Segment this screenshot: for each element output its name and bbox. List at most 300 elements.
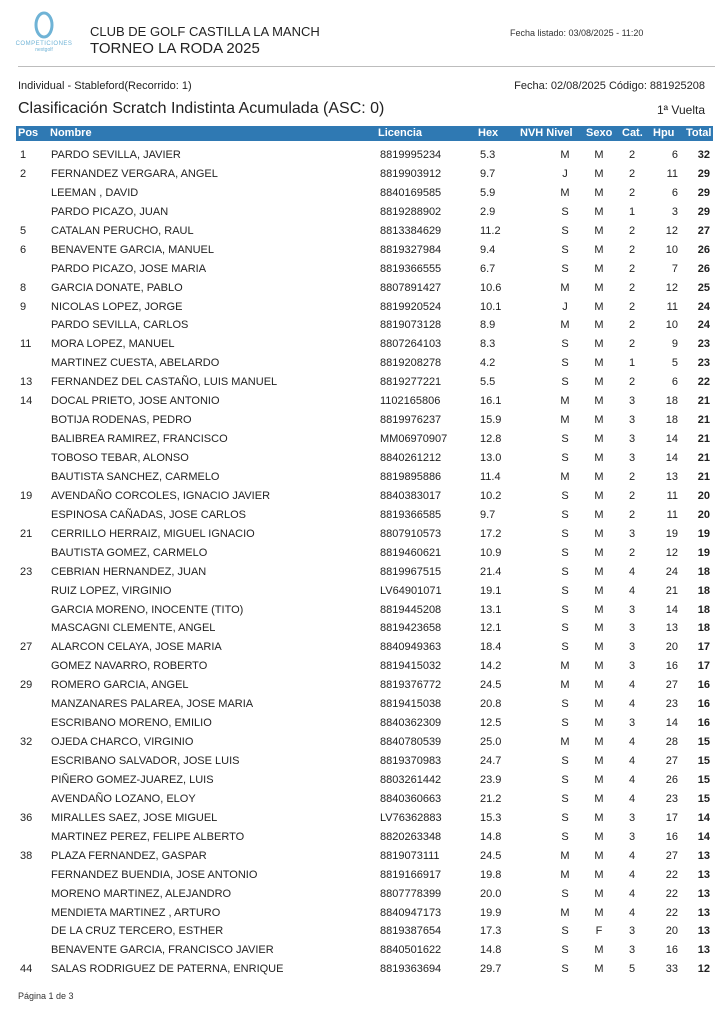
cell-nombre: MASCAGNI CLEMENTE, ANGEL [51, 622, 216, 635]
cell-nombre: CEBRIAN HERNANDEZ, JUAN [51, 565, 207, 578]
cell-total: 23 [697, 338, 710, 351]
cell-cat: 2 [628, 470, 636, 483]
cell-licencia: 8819976237 [380, 414, 442, 427]
cell-hpu: 18 [665, 414, 678, 427]
cell-total: 18 [697, 622, 710, 635]
table-row [0, 885, 725, 904]
cell-hpu: 27 [665, 679, 678, 692]
cell-nvh: M [560, 660, 570, 673]
logo-ring-icon [32, 10, 56, 40]
cell-sexo: M [594, 792, 604, 805]
cell-hpu: 12 [665, 281, 678, 294]
cell-nombre: MARTINEZ PEREZ, FELIPE ALBERTO [51, 830, 245, 843]
cell-hpu: 14 [665, 717, 678, 730]
cell-nvh: S [561, 546, 569, 559]
cell-total: 26 [697, 262, 710, 275]
cell-hpu: 22 [665, 906, 678, 919]
cell-sexo: M [594, 149, 604, 161]
cell-hex: 8.9 [480, 319, 496, 332]
cell-cat: 3 [628, 433, 636, 446]
cell-nombre: MORENO MARTINEZ, ALEJANDRO [51, 887, 232, 900]
cell-licencia: 8840383017 [380, 489, 442, 502]
cell-cat: 2 [628, 281, 636, 294]
cell-hex: 24.7 [480, 755, 502, 767]
cell-pos: 19 [20, 489, 33, 502]
cell-nvh: S [561, 925, 569, 938]
cell-sexo: M [594, 414, 604, 427]
cell-total: 15 [697, 736, 710, 749]
cell-hex: 29.7 [480, 963, 502, 976]
cell-sexo: M [594, 641, 604, 654]
cell-nombre: GARCIA DONATE, PABLO [51, 281, 183, 294]
cell-nombre: MIRALLES SAEZ, JOSE MIGUEL [51, 811, 218, 824]
cell-licencia: 8813384629 [380, 224, 442, 237]
cell-hpu: 16 [665, 660, 678, 673]
cell-cat: 4 [628, 755, 636, 767]
cell-sexo: M [594, 508, 604, 521]
cell-hex: 15.3 [480, 811, 502, 824]
cell-licencia: LV76362883 [380, 811, 442, 824]
cell-total: 32 [697, 149, 710, 161]
cell-hpu: 12 [665, 546, 678, 559]
cell-nvh: M [560, 736, 570, 749]
cell-nvh: S [561, 243, 569, 256]
cell-licencia: 8819073111 [380, 849, 440, 862]
cell-sexo: M [594, 489, 604, 502]
cell-nombre: LEEMAN , DAVID [51, 186, 139, 199]
cell-hpu: 6 [671, 186, 678, 199]
cell-sexo: M [594, 205, 604, 218]
cell-sexo: M [594, 300, 604, 313]
cell-cat: 3 [628, 830, 636, 843]
cell-sexo: M [594, 906, 604, 919]
cell-nvh: S [561, 963, 569, 976]
cell-nvh: S [561, 565, 569, 578]
cell-sexo: M [594, 338, 604, 351]
cell-nvh: S [561, 717, 569, 730]
cell-hex: 12.1 [480, 622, 502, 635]
table-row [0, 430, 725, 449]
cell-pos: 14 [20, 395, 33, 408]
cell-total: 13 [697, 944, 710, 957]
cell-nvh: J [562, 167, 568, 180]
cell-total: 15 [697, 773, 710, 786]
cell-hpu: 27 [665, 755, 678, 767]
cell-nvh: M [560, 186, 570, 199]
cell-nombre: MENDIETA MARTINEZ , ARTURO [51, 906, 221, 919]
cell-licencia: 1102165806 [380, 395, 441, 408]
cell-hex: 21.2 [480, 792, 502, 805]
cell-licencia: 8819288902 [380, 205, 442, 218]
cell-sexo: M [594, 849, 604, 862]
cell-nvh: S [561, 641, 569, 654]
cell-hex: 19.9 [480, 906, 502, 919]
cell-pos: 32 [20, 736, 33, 749]
cell-hpu: 26 [665, 773, 678, 786]
cell-nvh: S [561, 527, 569, 540]
cell-licencia: 8819363694 [380, 963, 442, 976]
cell-hpu: 18 [665, 395, 678, 408]
cell-sexo: M [594, 868, 604, 881]
cell-cat: 3 [628, 641, 636, 654]
cell-total: 13 [697, 906, 710, 919]
cell-total: 29 [697, 186, 710, 199]
cell-hex: 15.9 [480, 414, 502, 427]
table-row [0, 771, 725, 790]
table-row [0, 790, 725, 809]
logo-text: COMPETICIONES [15, 41, 73, 47]
cell-hex: 10.2 [480, 489, 502, 502]
cell-cat: 2 [628, 300, 636, 313]
col-sexo: Sexo [586, 127, 613, 139]
cell-hpu: 17 [665, 811, 678, 824]
cell-total: 21 [697, 414, 710, 427]
cell-licencia: 8819445208 [380, 603, 442, 616]
cell-total: 16 [697, 698, 710, 711]
cell-total: 18 [697, 584, 710, 597]
cell-sexo: M [594, 622, 604, 635]
table-row [0, 279, 725, 298]
cell-total: 14 [697, 830, 710, 843]
cell-cat: 4 [628, 736, 636, 749]
cell-nombre: DOCAL PRIETO, JOSE ANTONIO [51, 395, 220, 408]
cell-cat: 2 [628, 489, 636, 502]
cell-total: 26 [697, 243, 710, 256]
cell-cat: 3 [628, 925, 636, 938]
cell-licencia: 8819327984 [380, 243, 442, 256]
cell-nvh: J [562, 300, 568, 313]
cell-licencia: 8819376772 [380, 679, 442, 692]
cell-cat: 3 [628, 622, 636, 635]
cell-sexo: M [594, 224, 604, 237]
cell-hex: 19.1 [480, 584, 502, 597]
cell-sexo: M [594, 262, 604, 275]
cell-total: 17 [697, 660, 710, 673]
cell-nombre: BOTIJA RODENAS, PEDRO [51, 414, 192, 427]
cell-cat: 2 [628, 319, 636, 332]
cell-hex: 24.5 [480, 849, 502, 862]
cell-licencia: 8819387654 [380, 925, 442, 938]
cell-cat: 2 [628, 149, 636, 161]
cell-nombre: FERNANDEZ VERGARA, ANGEL [51, 167, 218, 180]
cell-pos: 36 [20, 811, 33, 824]
cell-cat: 3 [628, 944, 636, 957]
table-row [0, 828, 725, 847]
table-row [0, 165, 725, 184]
table-row [0, 619, 725, 638]
cell-sexo: F [595, 925, 603, 938]
cell-licencia: 8803261442 [380, 773, 442, 786]
cell-pos: 38 [20, 849, 33, 862]
cell-nvh: S [561, 508, 569, 521]
cell-total: 18 [697, 565, 710, 578]
cell-total: 15 [697, 755, 710, 767]
cell-hex: 14.2 [480, 660, 502, 673]
cell-hex: 13.0 [480, 452, 502, 464]
col-cat: Cat. [622, 127, 643, 139]
cell-total: 19 [697, 546, 710, 559]
cell-licencia: 8819415032 [380, 660, 442, 673]
cell-nombre: GOMEZ NAVARRO, ROBERTO [51, 660, 208, 673]
cell-licencia: 8819423658 [380, 622, 442, 635]
cell-pos: 27 [20, 641, 33, 654]
cell-hex: 20.0 [480, 887, 502, 900]
cell-hex: 6.7 [480, 262, 496, 275]
cell-hpu: 23 [665, 698, 678, 711]
table-row [0, 392, 725, 411]
cell-nombre: BAUTISTA SANCHEZ, CARMELO [51, 470, 220, 483]
cell-nombre: CERRILLO HERRAIZ, MIGUEL IGNACIO [51, 527, 255, 540]
cell-nvh: S [561, 205, 569, 218]
cell-licencia: 8820263348 [380, 830, 442, 843]
cell-hpu: 20 [665, 925, 678, 938]
table-row [0, 582, 725, 601]
cell-total: 21 [697, 433, 710, 446]
cell-sexo: M [594, 452, 604, 464]
cell-licencia: 8819967515 [380, 565, 442, 578]
cell-hpu: 11 [666, 167, 678, 180]
cell-cat: 3 [628, 527, 636, 540]
cell-licencia: 8840780539 [380, 736, 442, 749]
cell-nvh: S [561, 224, 569, 237]
cell-licencia: 8840360663 [380, 792, 442, 805]
cell-sexo: M [594, 319, 604, 332]
cell-nombre: PARDO SEVILLA, CARLOS [51, 319, 189, 332]
cell-licencia: 8840501622 [380, 944, 442, 957]
table-row [0, 449, 725, 468]
cell-licencia: 8840362309 [380, 717, 442, 730]
cell-cat: 3 [628, 452, 636, 464]
cell-nombre: PARDO SEVILLA, JAVIER [51, 149, 181, 161]
cell-nvh: S [561, 433, 569, 446]
cell-hex: 10.6 [480, 281, 502, 294]
cell-total: 29 [697, 205, 710, 218]
cell-hex: 19.8 [480, 868, 502, 881]
table-row [0, 373, 725, 392]
table-row [0, 941, 725, 960]
cell-cat: 4 [628, 887, 636, 900]
cell-total: 23 [697, 357, 710, 370]
cell-nombre: AVENDAÑO CORCOLES, IGNACIO JAVIER [51, 489, 271, 502]
cell-hpu: 24 [665, 565, 678, 578]
cell-nvh: S [561, 489, 569, 502]
table-row [0, 506, 725, 525]
table-row [0, 487, 725, 506]
cell-cat: 4 [628, 565, 636, 578]
cell-hpu: 21 [665, 584, 678, 597]
cell-hpu: 10 [665, 319, 678, 332]
table-row [0, 203, 725, 222]
cell-hpu: 11 [666, 508, 678, 521]
cell-hpu: 14 [665, 433, 678, 446]
cell-cat: 4 [628, 679, 636, 692]
table-row [0, 752, 725, 771]
cell-licencia: 8819370983 [380, 755, 442, 767]
round-label: 1ª Vuelta [656, 103, 705, 117]
cell-sexo: M [594, 376, 604, 389]
cell-sexo: M [594, 565, 604, 578]
cell-sexo: M [594, 546, 604, 559]
cell-nombre: ROMERO GARCIA, ANGEL [51, 679, 189, 692]
cell-hpu: 7 [671, 262, 678, 275]
cell-sexo: M [594, 281, 604, 294]
cell-cat: 5 [628, 963, 636, 976]
cell-total: 14 [697, 811, 710, 824]
cell-licencia: 8819166917 [380, 868, 442, 881]
cell-nvh: M [560, 414, 570, 427]
cell-total: 20 [697, 489, 710, 502]
cell-sexo: M [594, 527, 604, 540]
cell-pos: 29 [20, 679, 33, 692]
cell-total: 29 [697, 167, 710, 180]
cell-total: 27 [697, 224, 710, 237]
cell-hex: 12.5 [480, 717, 502, 730]
cell-total: 24 [697, 319, 710, 332]
cell-nvh: M [560, 849, 570, 862]
cell-nvh: M [560, 906, 570, 919]
table-row [0, 714, 725, 733]
cell-hex: 5.3 [480, 149, 496, 161]
cell-licencia: 8819277221 [380, 376, 442, 389]
cell-cat: 3 [628, 395, 636, 408]
cell-nombre: PARDO PICAZO, JUAN [51, 205, 169, 218]
cell-total: 17 [697, 641, 710, 654]
cell-total: 20 [697, 508, 710, 521]
cell-sexo: M [594, 603, 604, 616]
cell-pos: 1 [20, 149, 27, 161]
cell-nvh: S [561, 376, 569, 389]
page-number: Página 1 de 3 [18, 991, 74, 1001]
cell-nvh: S [561, 944, 569, 957]
cell-hpu: 14 [665, 452, 678, 464]
cell-pos: 6 [20, 243, 27, 256]
cell-nombre: MARTINEZ CUESTA, ABELARDO [51, 357, 220, 370]
cell-sexo: M [594, 736, 604, 749]
table-row [0, 638, 725, 657]
cell-nombre: BAUTISTA GOMEZ, CARMELO [51, 546, 208, 559]
cell-nvh: M [560, 470, 570, 483]
cell-total: 25 [697, 281, 710, 294]
cell-licencia: 8819895886 [380, 470, 442, 483]
cell-sexo: M [594, 755, 604, 767]
cell-licencia: 8819920524 [380, 300, 442, 313]
cell-total: 15 [697, 792, 710, 805]
cell-nombre: PLAZA FERNANDEZ, GASPAR [51, 849, 207, 862]
cell-sexo: M [594, 186, 604, 199]
classification-title: Clasificación Scratch Indistinta Acumulada (ASC: 0) [18, 100, 385, 117]
cell-licencia: 8840261212 [380, 452, 442, 464]
cell-sexo: M [594, 811, 604, 824]
cell-hex: 5.9 [480, 186, 496, 199]
cell-licencia: 8840947173 [380, 906, 442, 919]
cell-licencia: 8819366585 [380, 508, 442, 521]
cell-cat: 4 [628, 868, 636, 881]
cell-nombre: OJEDA CHARCO, VIRGINIO [51, 736, 194, 749]
cell-hex: 20.8 [480, 698, 502, 711]
cell-pos: 11 [20, 338, 32, 351]
cell-nvh: M [560, 679, 570, 692]
col-total: Total [686, 127, 712, 139]
cell-hpu: 28 [665, 736, 678, 749]
cell-cat: 2 [628, 224, 636, 237]
cell-licencia: 8840169585 [380, 186, 442, 199]
cell-licencia: 8819366555 [380, 262, 442, 275]
cell-hex: 14.8 [480, 944, 502, 957]
cell-hpu: 9 [671, 338, 678, 351]
cell-nvh: S [561, 338, 569, 351]
cell-sexo: M [594, 395, 604, 408]
cell-hex: 21.4 [480, 565, 502, 578]
listing-date: Fecha listado: 03/08/2025 - 11:20 [510, 28, 644, 38]
cell-sexo: M [594, 698, 604, 711]
cell-nombre: AVENDAÑO LOZANO, ELOY [51, 792, 196, 805]
cell-licencia: MM06970907 [380, 433, 448, 446]
cell-hpu: 11 [666, 489, 678, 502]
cell-nombre: PIÑERO GOMEZ-JUAREZ, LUIS [51, 773, 214, 786]
cell-nvh: M [560, 149, 570, 161]
cell-sexo: M [594, 167, 604, 180]
table-row [0, 657, 725, 676]
cell-pos: 9 [20, 300, 27, 313]
cell-nvh: S [561, 262, 569, 275]
cell-sexo: M [594, 944, 604, 957]
cell-nombre: MORA LOPEZ, MANUEL [51, 338, 175, 351]
cell-cat: 3 [628, 603, 636, 616]
cell-sexo: M [594, 470, 604, 483]
table-row [0, 260, 725, 279]
cell-sexo: M [594, 963, 604, 976]
cell-hpu: 10 [665, 243, 678, 256]
cell-nombre: SALAS RODRIGUEZ DE PATERNA, ENRIQUE [51, 963, 284, 976]
cell-cat: 4 [628, 698, 636, 711]
cell-cat: 4 [628, 792, 636, 805]
cell-nvh: S [561, 830, 569, 843]
table-row [0, 563, 725, 582]
cell-nvh: M [560, 395, 570, 408]
competiciones-logo [14, 10, 74, 62]
cell-hpu: 6 [671, 149, 678, 161]
cell-pos: 13 [20, 376, 33, 389]
cell-cat: 2 [628, 546, 636, 559]
table-row [0, 866, 725, 885]
cell-pos: 44 [20, 963, 33, 976]
table-row [0, 525, 725, 544]
cell-hex: 13.1 [480, 603, 502, 616]
cell-nombre: DE LA CRUZ TERCERO, ESTHER [51, 925, 224, 938]
cell-pos: 21 [20, 527, 33, 540]
table-row [0, 676, 725, 695]
cell-sexo: M [594, 584, 604, 597]
cell-total: 12 [697, 963, 710, 976]
cell-nvh: S [561, 792, 569, 805]
cell-cat: 2 [628, 186, 636, 199]
cell-sexo: M [594, 830, 604, 843]
cell-total: 18 [697, 603, 710, 616]
cell-cat: 3 [628, 414, 636, 427]
cell-nombre: ALARCON CELAYA, JOSE MARIA [51, 641, 222, 654]
cell-hex: 17.2 [480, 527, 502, 540]
cell-nombre: CATALAN PERUCHO, RAUL [51, 224, 194, 237]
table-row [0, 354, 725, 373]
cell-nvh: M [560, 868, 570, 881]
header-divider [18, 66, 715, 67]
table-row [0, 960, 725, 979]
cell-cat: 3 [628, 717, 636, 730]
cell-hpu: 33 [665, 963, 678, 976]
cell-total: 22 [697, 376, 710, 389]
cell-hpu: 22 [665, 887, 678, 900]
cell-hex: 23.9 [480, 773, 502, 786]
